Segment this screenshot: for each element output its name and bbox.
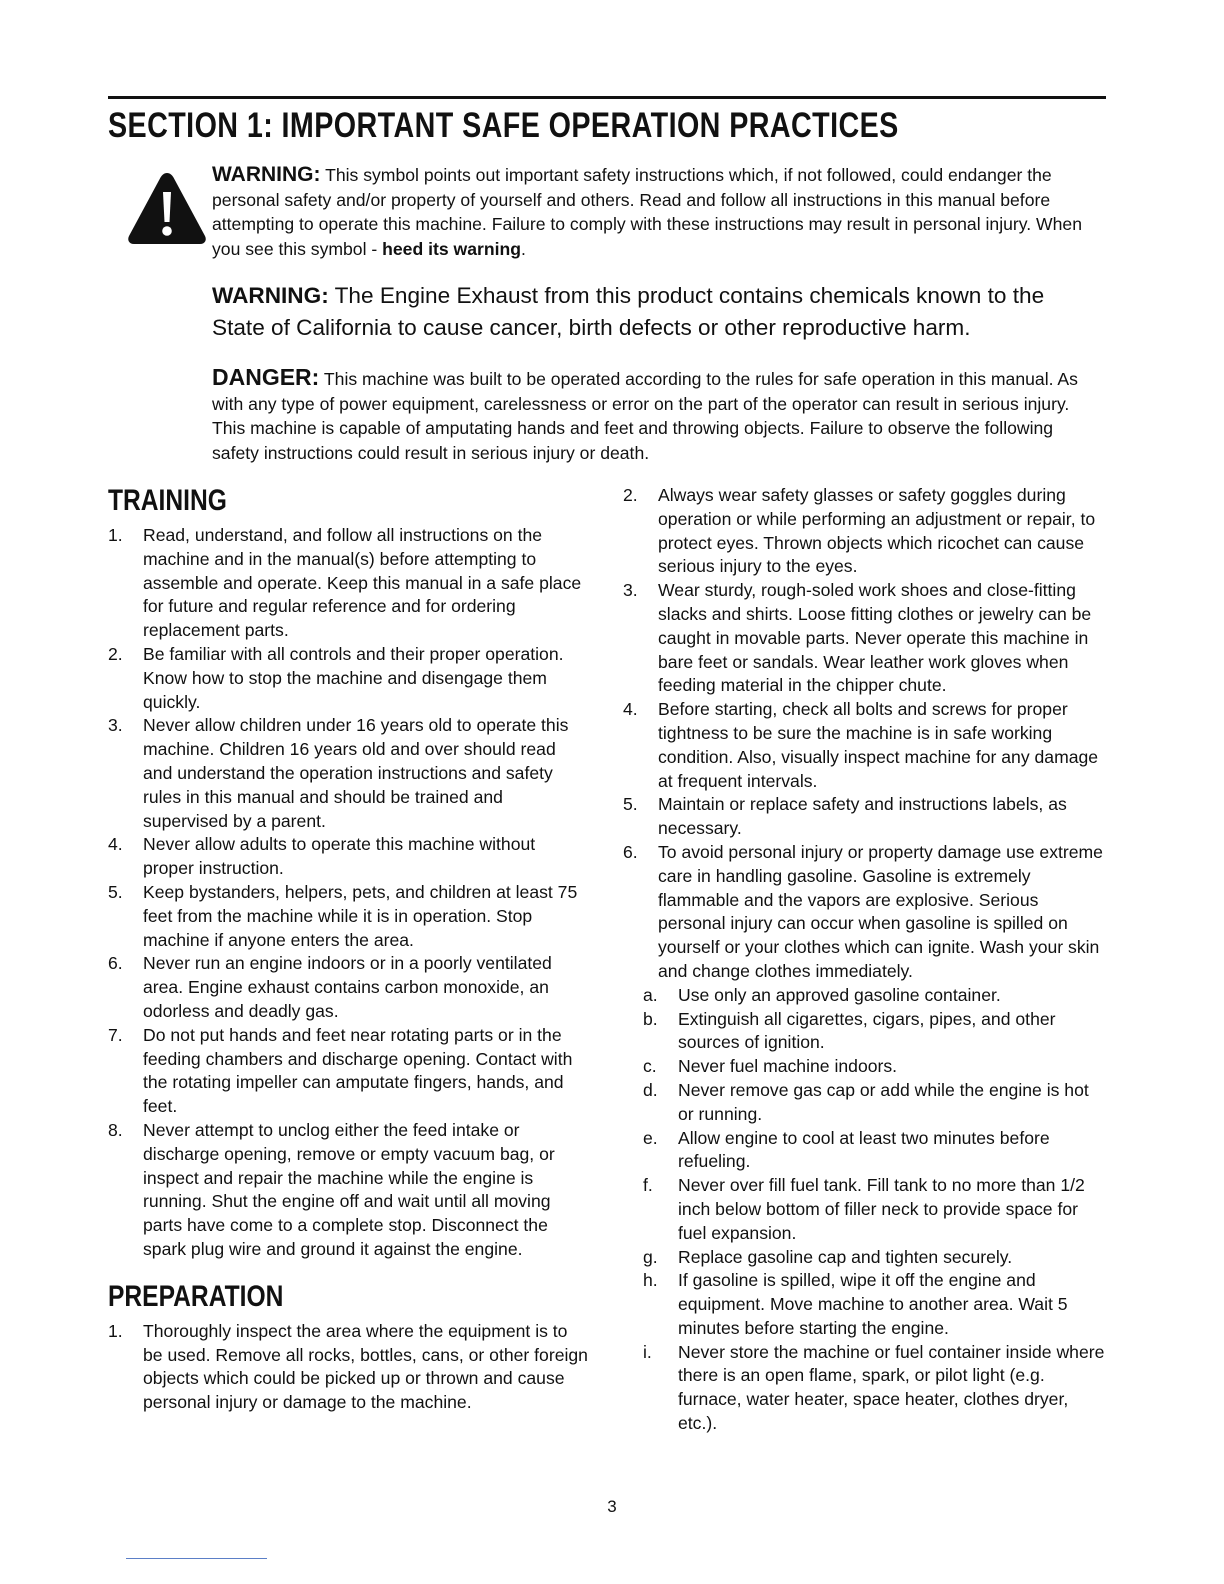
- sub-list-item: [623, 1008, 1105, 1056]
- sub-item-letter: h.: [643, 1270, 658, 1291]
- sub-item-text: Allow engine to cool at least two minutes before refueling.: [678, 1127, 1050, 1172]
- sub-item-letter: b.: [643, 1008, 658, 1029]
- item-number: 2.: [108, 643, 123, 664]
- list-item: [623, 484, 1105, 579]
- list-item: [108, 714, 588, 833]
- item-number: 1.: [108, 525, 123, 545]
- sub-list-item: [623, 1246, 1105, 1270]
- item-number: 3.: [623, 580, 638, 601]
- warning-end: .: [520, 238, 526, 259]
- item-number: 1.: [108, 1320, 123, 1341]
- sub-item-letter: i.: [643, 1341, 652, 1362]
- item-text: Thoroughly inspect the area where the equipment is to be used. Remove all rocks, bottles, cans, or other foreign objects which could be picked up or thrown and cause personal injury or damage to the machine.: [143, 1320, 588, 1413]
- page-number: 3: [607, 1497, 617, 1516]
- sub-item-letter: f.: [643, 1175, 653, 1196]
- list-item: [623, 841, 1105, 984]
- item-number: 6.: [623, 841, 638, 862]
- item-text: Never allow adults to operate this machine without proper instruction.: [143, 834, 536, 879]
- danger-text: This machine was built to be operated according to the rules for safe operation in this manual. As with any type of power equipment, carelessness or error on the part of the operator can result in serious injury. This machine is capable of amputating hands and feet and throwing objects. Failure to observe the following safety instructions could result in serious injury or death.: [212, 369, 1078, 463]
- list-item: [108, 1024, 588, 1119]
- sub-item-text: Never over fill fuel tank. Fill tank to no more than 1/2 inch below bottom of filler neck to provide space for fuel expansion.: [678, 1175, 1085, 1243]
- item-number: 5.: [623, 794, 638, 815]
- list-item: [108, 643, 588, 714]
- sub-list-item: [623, 1341, 1105, 1436]
- item-text: To avoid personal injury or property damage use extreme care in handling gasoline. Gasoline is extremely flammable and the vapors are explosive. Serious personal injury can occur when gasoline is spilled on yourself or your clothes which can ignite. Wash your skin and change clothes immediately.: [658, 841, 1103, 981]
- preparation-list-start: [108, 1320, 588, 1415]
- warning-notice: [212, 163, 1100, 261]
- preparation-list-cont: [623, 484, 1105, 984]
- list-item: [108, 952, 588, 1023]
- item-text: Read, understand, and follow all instructions on the machine and in the manual(s) before attempting to assemble and operate. Keep this manual in a safe place for future and regular reference and for ordering replacement parts.: [143, 525, 582, 641]
- sub-item-letter: d.: [643, 1079, 658, 1100]
- item-text: Before starting, check all bolts and screws for proper tightness to be sure the machine is in safe working condition. Also, visually inspect machine for any damage at frequent intervals.: [658, 699, 1099, 791]
- footnote-rule: [126, 1558, 267, 1559]
- sub-list-item: [623, 1269, 1105, 1340]
- item-number: 6.: [108, 953, 123, 974]
- item-text: Never run an engine indoors or in a poorly ventilated area. Engine exhaust contains carbon monoxide, an odorless and deadly gas.: [143, 953, 552, 1021]
- list-item: [623, 579, 1105, 698]
- sub-item-text: Replace gasoline cap and tighten securely.: [678, 1246, 1013, 1267]
- sub-item-text: If gasoline is spilled, wipe it off the engine and equipment. Move machine to another area. Wait 5 minutes before starting the engine.: [678, 1270, 1068, 1338]
- left-column: [108, 484, 588, 1415]
- item-text: Do not put hands and feet near rotating parts or in the feeding chambers and discharge opening. Contact with the rotating impeller can amputate fingers, hands, and feet.: [143, 1024, 573, 1117]
- top-rule: [108, 96, 1106, 99]
- exhaust-warning-text: The Engine Exhaust from this product contains chemicals known to the State of California to cause cancer, birth defects or other reproductive harm.: [212, 283, 1045, 340]
- training-list: [108, 524, 588, 1262]
- sub-list-item: [623, 1127, 1105, 1175]
- sub-list-item: [623, 1174, 1105, 1245]
- sub-list-item: [623, 984, 1105, 1008]
- sub-list-item: [623, 1079, 1105, 1127]
- item-number: 2.: [623, 485, 638, 505]
- item-number: 8.: [108, 1119, 123, 1140]
- item-number: 4.: [623, 699, 638, 720]
- danger-notice: [212, 365, 1100, 465]
- sub-item-letter: a.: [643, 984, 658, 1005]
- item-number: 3.: [108, 715, 123, 736]
- item-text: Never attempt to unclog either the feed intake or discharge opening, remove or empty vacuum bag, or inspect and repair the machine while the engine is running. Shut the engine off and wait until all moving parts have come to a complete stop. Disconnect the spark plug wire and ground it against the engine.: [143, 1119, 555, 1259]
- fuel-safety-sublist: [623, 984, 1105, 1436]
- sub-item-letter: g.: [643, 1246, 658, 1267]
- item-number: 5.: [108, 881, 123, 902]
- list-item: [108, 881, 588, 952]
- item-text: Keep bystanders, helpers, pets, and children at least 75 feet from the machine while it is in operation. Stop machine if anyone enters the area.: [143, 881, 578, 950]
- item-number: 7.: [108, 1024, 123, 1045]
- sub-item-text: Use only an approved gasoline container.: [678, 984, 1001, 1005]
- list-item: [108, 1320, 588, 1415]
- list-item: [623, 793, 1105, 841]
- sub-item-text: Never store the machine or fuel container inside where there is an open flame, spark, or pilot light (e.g. furnace, water heater, space heater, clothes dryer, etc.).: [678, 1341, 1105, 1434]
- exhaust-warning-notice: [212, 280, 1100, 344]
- sub-item-text: Never fuel machine indoors.: [678, 1056, 898, 1077]
- list-item: [108, 524, 588, 643]
- warning-triangle-icon: [126, 170, 208, 246]
- training-heading: TRAINING: [108, 484, 227, 517]
- right-column: [623, 484, 1105, 1436]
- sub-item-text: Extinguish all cigarettes, cigars, pipes, and other sources of ignition.: [678, 1008, 1056, 1053]
- warning-label: WARNING:: [212, 163, 321, 186]
- warning-label: WARNING:: [212, 283, 329, 308]
- list-item: [623, 698, 1105, 793]
- warning-emphasis: heed its warning: [382, 238, 521, 259]
- sub-item-letter: e.: [643, 1127, 658, 1148]
- danger-label: DANGER:: [212, 364, 320, 390]
- item-text: Never allow children under 16 years old to operate this machine. Children 16 years old and over should read and understand the operation instructions and safety rules in this manual and should be trained and supervised by a parent.: [143, 715, 569, 831]
- item-number: 4.: [108, 834, 123, 855]
- item-text: Be familiar with all controls and their proper operation. Know how to stop the machine and disengage them quickly.: [143, 643, 564, 712]
- sub-list-item: [623, 1055, 1105, 1079]
- preparation-heading: PREPARATION: [108, 1279, 284, 1313]
- list-item: [108, 1119, 588, 1262]
- item-text: Always wear safety glasses or safety goggles during operation or while performing an adjustment or repair, to protect eyes. Thrown objects which ricochet can cause serious injury to the eyes.: [658, 485, 1096, 577]
- list-item: [108, 833, 588, 881]
- warning-text: This symbol points out important safety instructions which, if not followed, could endanger the personal safety and/or property of yourself and others. Read and follow all instructions in this manual before attempting to operate this machine. Failure to comply with these instructions may result in personal injury. When you see this symbol -: [212, 165, 1082, 259]
- item-text: Maintain or replace safety and instructions labels, as necessary.: [658, 794, 1067, 839]
- item-text: Wear sturdy, rough-soled work shoes and close-fitting slacks and shirts. Loose fitting clothes or jewelry can be caught in movable parts. Never operate this machine in bare feet or sandals. Wear leather work gloves when feeding material in the chipper chute.: [658, 580, 1092, 696]
- sub-item-letter: c.: [643, 1056, 657, 1077]
- sub-item-text: Never remove gas cap or add while the engine is hot or running.: [678, 1079, 1089, 1124]
- section-title: SECTION 1: IMPORTANT SAFE OPERATION PRACTICES: [108, 106, 899, 145]
